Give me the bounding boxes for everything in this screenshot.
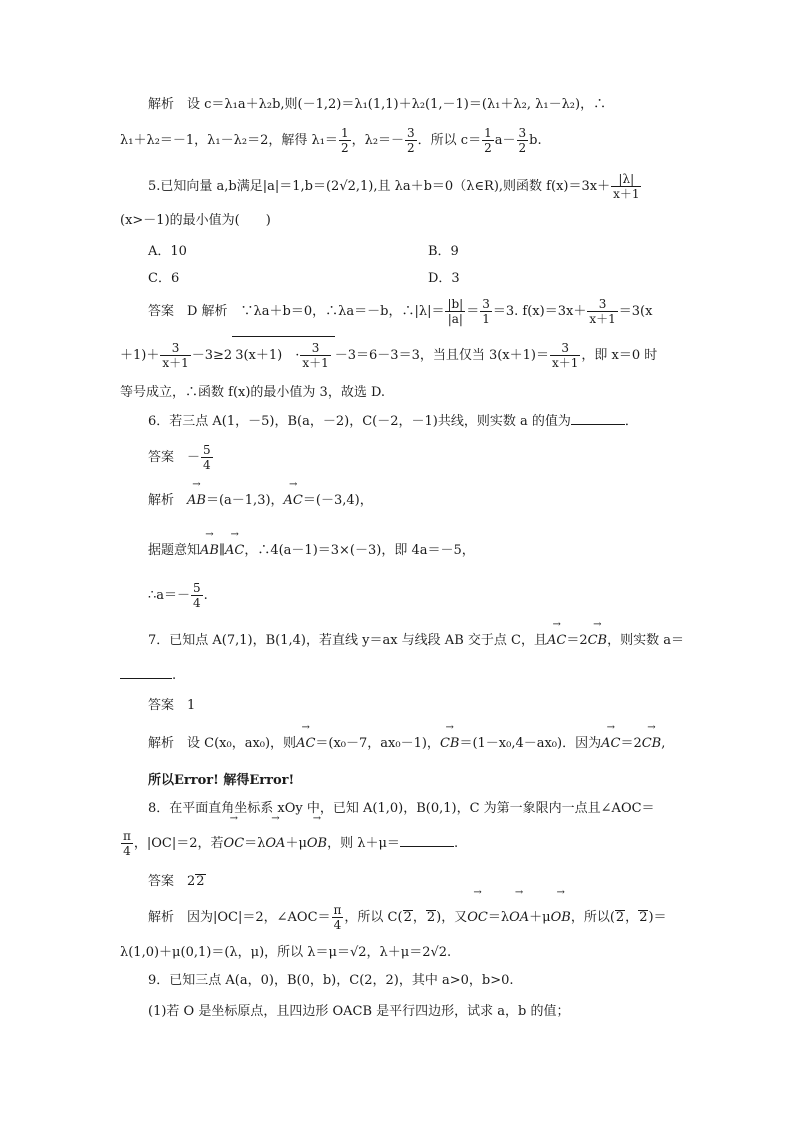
q5-answer-line3: 等号成立，∴函数 f(x)的最小值为 3，故选 D.: [120, 385, 386, 400]
q6-solution-line1: 解析 → AB＝(a－1,3)，→ AC＝(－3,4)，: [148, 492, 373, 510]
fraction: $\frac{3}{x+1}$: [551, 341, 579, 370]
vector-cb: → CB: [588, 632, 608, 650]
q5-stem-line2: (x>－1)的最小值为( ): [120, 213, 271, 228]
q8-stem-line2: $\frac{\pi}{4}$ ，|OC|＝2，若→ OC＝λ→ OA＋μ→ OB，则 λ＋μ＝ .: [120, 826, 458, 862]
q8-answer: 答案 22: [148, 874, 205, 889]
fraction: $\frac{1}{2}$: [340, 126, 349, 155]
q8-solution-line1: 解析 因为|OC|＝2，∠AOC＝ $\frac{\pi}{4}$ ，所以 C(2，2)，又→ OC＝λ→ OA＋μ→ OB，所以(2，2)＝: [148, 900, 667, 936]
vector-ob: → OB: [307, 826, 327, 862]
q6-answer: 答案 － $\frac{5}{4}$: [148, 443, 211, 472]
vector-oa: → OA: [265, 826, 285, 862]
square-root: 2: [426, 910, 436, 925]
fraction: $\frac{3}{2}$: [407, 126, 415, 155]
vector-oc: → OC: [467, 900, 488, 936]
square-root: 2: [639, 910, 648, 925]
fraction: $\frac{\pi}{4}$: [123, 829, 131, 858]
q5-answer-line2: ＋1)＋ $\frac{3}{x+1}$ －3≥2 3(x＋1) · $\frac{3}{x+1}$ －3＝6－3＝3，当且仅当 3(x＋1)＝ $\frac{3}{x+1}$ ，即 x＝0 时: [120, 336, 657, 375]
q4-solution-line2: λ₁＋λ₂＝－1，λ₁－λ₂＝2，解得 λ₁＝ $\frac{1}{2}$ ，λ₂＝－ $\frac{3}{2}$ ．所以 c＝ $\frac{1}{2}$ a－ $\frac{3}{2}$ b.: [120, 126, 542, 155]
fraction: $\frac{\pi}{4}$: [333, 903, 342, 932]
vector-ab: → AB: [187, 492, 206, 510]
q8-stem-line1: 8．在平面直角坐标系 xOy 中，已知 A(1,0)，B(0,1)，C 为第一象限内一点且∠AOC＝: [148, 801, 655, 816]
q4-solution-line1: 解析 设 c＝λ₁a＋λ₂b,则(－1,2)＝λ₁(1,1)＋λ₂(1,－1)＝(λ₁＋λ₂, λ₁－λ₂)，∴: [148, 97, 607, 112]
answer-blank[interactable]: [400, 834, 454, 847]
vector-ac: → AC: [284, 492, 303, 510]
fraction: $\frac{3}{x+1}$: [162, 341, 189, 370]
square-root: 2: [615, 910, 625, 925]
q8-solution-line2: λ(1,0)＋μ(0,1)＝(λ，μ)，所以 λ＝μ＝√2，λ＋μ＝2√2.: [120, 945, 452, 960]
fraction: $\frac{1}{2}$: [484, 126, 492, 155]
q9-stem: 9．已知三点 A(a，0)，B(0，b)，C(2，2)，其中 a>0，b>0.: [148, 973, 514, 988]
q5-option-c: C．6: [148, 271, 180, 286]
square-root: 3(x＋1) · $\frac{3}{x+1}$: [232, 336, 335, 375]
fraction: $\frac{3}{2}$: [518, 126, 527, 155]
q6-solution-line3: ∴a＝－ $\frac{5}{4}$ .: [148, 581, 208, 610]
q5-answer-line1: 答案 D 解析 ∵λa＋b＝0，∴λa＝－b，∴|λ|＝ $\frac{|b|}{|a|}$ ＝ $\frac{3}{1}$ ＝3. f(x)＝3x＋ $\frac{3}{x+1}$ ＝3(x: [148, 297, 653, 326]
fraction: $\frac{5}{4}$: [193, 581, 201, 610]
fraction: $\frac{5}{4}$: [203, 443, 211, 472]
fraction: $\frac{|\lambda|}{x+1}$: [613, 172, 640, 201]
vector-ab: → AB: [200, 542, 219, 560]
square-root: 2: [196, 874, 205, 889]
vector-ac: → AC: [296, 735, 315, 753]
fraction: $\frac{3}{1}$: [482, 297, 490, 326]
vector-cb: → CB: [440, 735, 460, 753]
q7-stem-line2: .: [120, 666, 176, 685]
q5-option-a: A．10: [148, 244, 187, 259]
vector-ob: → OB: [551, 900, 571, 936]
fraction: $\frac{|b|}{|a|}$: [447, 297, 464, 326]
q6-solution-line2: 据题意知→ AB∥→ AC，∴4(a－1)＝3×(－3)，即 4a＝－5，: [148, 542, 475, 560]
vector-ac: → AC: [601, 735, 620, 753]
q7-answer: 答案 1: [148, 698, 196, 713]
answer-blank[interactable]: [571, 412, 625, 425]
vector-oa: → OA: [509, 900, 529, 936]
answer-blank[interactable]: [120, 666, 172, 679]
vector-cb: → CB: [642, 735, 662, 753]
q7-solution-line2: 所以Error! 解得Error!: [148, 773, 295, 788]
q6-stem: 6．若三点 A(1，－5)，B(a，－2)，C(－2，－1)共线，则实数 a 的值为 ．: [148, 414, 638, 429]
vector-ac: → AC: [547, 632, 566, 650]
q7-solution-line1: 解析 设 C(x₀，ax₀)，则→ AC＝(x₀－7，ax₀－1)，→ CB＝(1－x₀,4－ax₀)．因为→ AC＝2→ CB,: [148, 735, 665, 753]
vector-ac: → AC: [225, 542, 244, 560]
q7-stem-line1: 7．已知点 A(7,1)，B(1,4)，若直线 y＝ax 与线段 AB 交于点 C，且→ AC＝2→ CB，则实数 a＝: [148, 632, 684, 650]
fraction: $\frac{3}{x+1}$: [589, 297, 616, 326]
q5-stem-line1: 5.已知向量 a,b满足|a|＝1,b＝(2√2,1),且 λa＋b＝0（λ∈R),则函数 f(x)＝3x＋ $\frac{|\lambda|}{x+1}$: [148, 172, 640, 201]
square-root: 2: [403, 910, 412, 925]
q5-option-d: D．3: [428, 271, 460, 286]
q9-sub1: (1)若 O 是坐标原点，且四边形 OACB 是平行四边形，试求 a，b 的值；: [148, 1004, 570, 1019]
q5-option-b: B．9: [428, 244, 459, 259]
vector-oc: → OC: [224, 826, 245, 862]
